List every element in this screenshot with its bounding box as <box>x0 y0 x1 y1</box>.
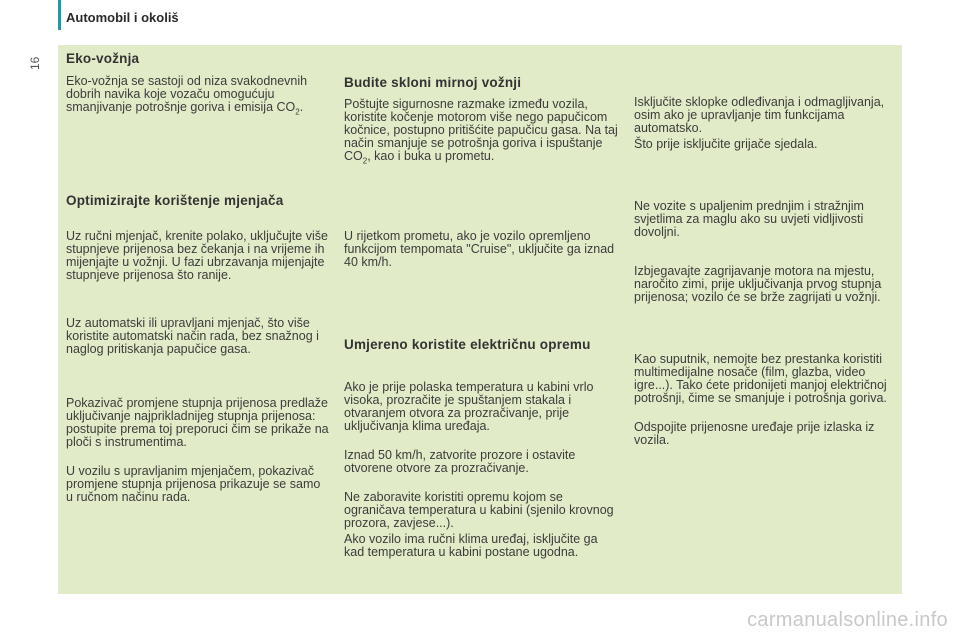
eco-driving-heading: Eko-vožnja <box>66 51 140 66</box>
gearbox-text-indicator: Pokazivač promjene stupnja prijenosa predlaže uključivanje najprikladnijeg stupnja prijenosa: postupite prema toj preporuci čim se prikaže na ploči s instrumentima. <box>66 396 329 449</box>
engine-warmup-text: Izbjegavajte zagrijavanje motora na mjestu, naročito zimi, prije uključivanja prvog stupnja prijenosa; vozilo će se brže zagrijati u vožnji. <box>634 264 882 304</box>
eco-driving-panel <box>58 45 902 594</box>
gearbox-text-automatic: Uz automatski ili upravljani mjenjač, što više koristite automatski način rada, bez snažnog i naglog pritiskanja papučice gasa. <box>66 316 319 356</box>
watermark: carmanualsonline.info <box>747 609 948 631</box>
page-number: 16 <box>28 56 42 70</box>
electrical-text-blinds: Ne zaboravite koristiti opremu kojom se ograničava temperatura u kabini (sjenilo krovnog prozora, zavjese...). <box>344 490 614 530</box>
defrost-text: Isključite sklopke odleđivanja i odmagljivanja, osim ako je upravljanje tim funkcijama automatsko. <box>634 95 885 135</box>
cruise-text: U rijetkom prometu, ako je vozilo opremljeno funkcijom tempomata "Cruise", uključite ga iznad 40 km/h. <box>344 229 615 269</box>
gearbox-text-manual: Uz ručni mjenjač, krenite polako, uključujte više stupnjeve prijenosa bez čekanja i na vrijeme ih mijenjajte u vožnji. U fazi ubrzavanja mijenjajte stupnjeve prijenosa što ranije. <box>66 229 328 282</box>
electrical-text-ac: Ako vozilo ima ručni klima uređaj, isključite ga kad temperatura u kabini postane ugodna. <box>344 532 598 559</box>
calm-driving-text: Poštujte sigurnosne razmake između vozila, koristite kočenje motorom više nego papučicom kočnice, postupno pritišćite papučicu gasa. Na taj način smanjuje se potrošnja goriva i ispuštanje $CO_2$, kao i buka u prometu. <box>344 97 618 166</box>
gearbox-heading: Optimizirajte korištenje mjenjača <box>66 193 284 208</box>
electrical-text-windows: Iznad 50 km/h, zatvorite prozore i ostavite otvorene otvore za prozračivanje. <box>344 448 576 475</box>
multimedia-text: Kao suputnik, nemojte bez prestanka koristiti multimedijalne nosače (film, glazba, video igre...). Tako ćete pridonijeti manjoj električnoj potrošnji, čime se smanjuje i potrošnja goriva. <box>634 352 887 405</box>
chapter-accent-bar <box>58 0 61 30</box>
electrical-heading: Umjereno koristite električnu opremu <box>344 337 591 352</box>
electrical-text-ventilation: Ako je prije polaska temperatura u kabini vrlo visoka, prozračite je spuštanjem stakala i otvaranjem otvora za prozračivanje, prije uključivanja klima uređaja. <box>344 380 594 433</box>
chapter-title: Automobil i okoliš <box>66 10 179 25</box>
calm-driving-heading: Budite skloni mirnoj vožnji <box>344 75 522 90</box>
gearbox-text-manual-mode: U vozilu s upravljanim mjenjačem, pokazivač promjene stupnja prijenosa prikazuje se samo u ručnom načinu rada. <box>66 464 321 504</box>
seat-heater-text: Što prije isključite grijače sjedala. <box>634 137 818 151</box>
portable-devices-text: Odspojite prijenosne uređaje prije izlaska iz vozila. <box>634 420 875 447</box>
fog-lights-text: Ne vozite s upaljenim prednjim i stražnjim svjetlima za maglu ako su uvjeti vidljivosti dovoljni. <box>634 199 864 239</box>
eco-driving-text: Eko-vožnja se sastoji od niza svakodnevnih dobrih navika koje vozaču omogućuju smanjivanje potrošnje goriva i emisija $CO_2$. <box>66 74 308 117</box>
